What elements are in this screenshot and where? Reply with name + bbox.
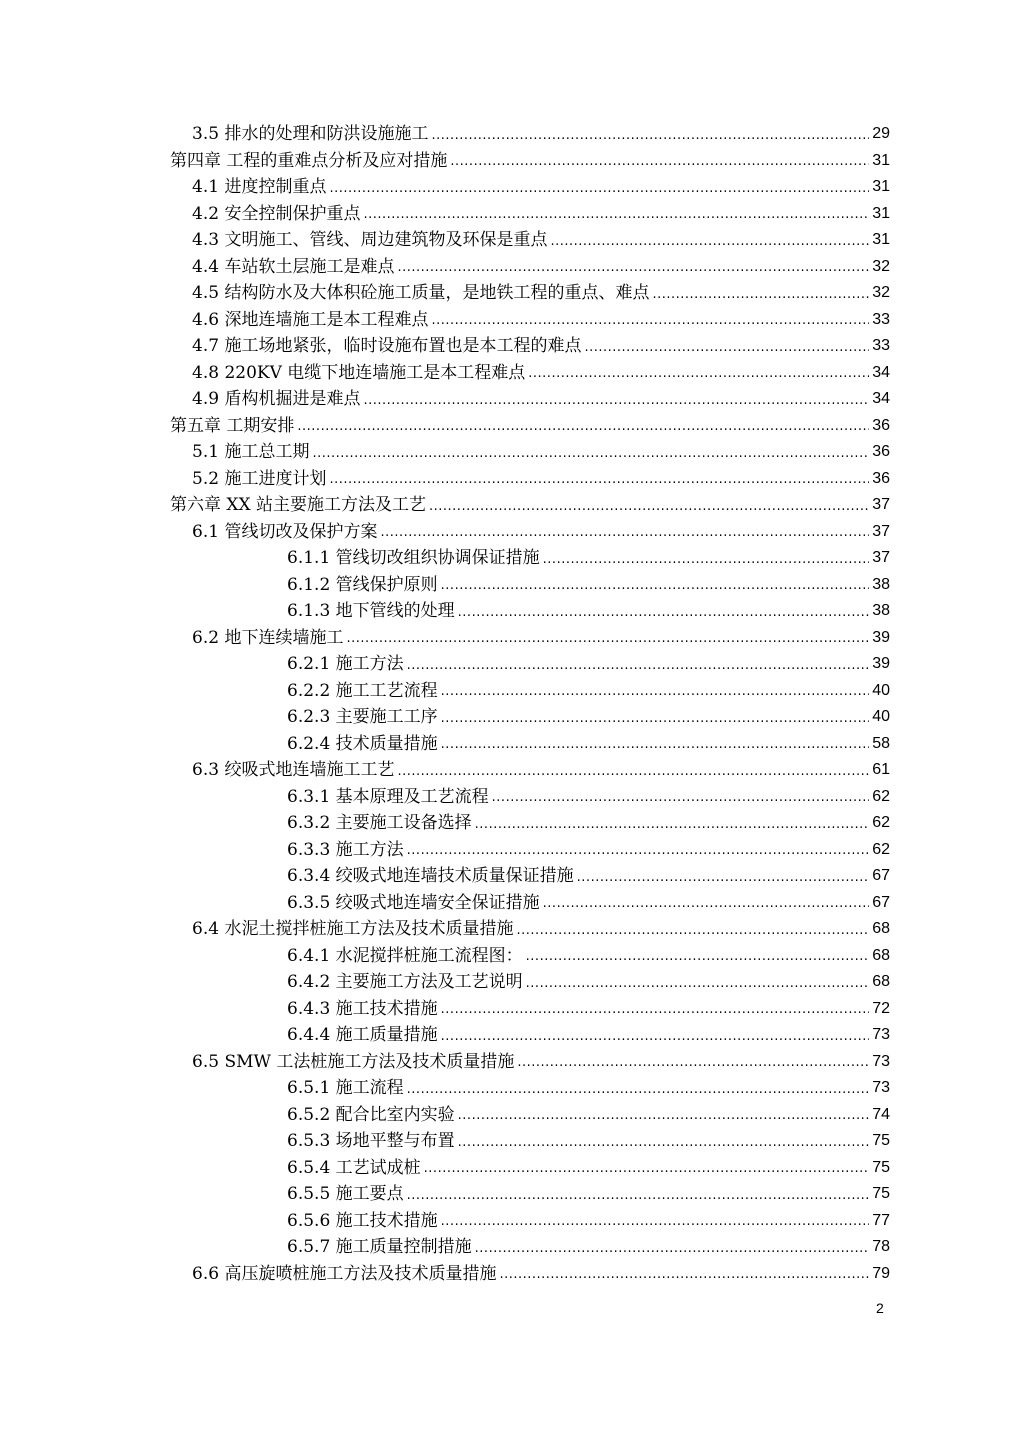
toc-entry-page: 68 <box>872 920 890 937</box>
toc-entry-title: 4.9 盾构机掘进是难点 <box>192 389 361 409</box>
toc-entry[interactable] <box>170 386 890 413</box>
toc-dot-leader <box>441 1212 870 1234</box>
toc-dot-leader <box>441 682 870 704</box>
toc-entry-page: 34 <box>872 390 890 407</box>
toc-entry-page: 39 <box>872 655 890 672</box>
toc-dot-leader <box>380 523 869 545</box>
toc-entry-page: 34 <box>872 363 890 381</box>
toc-entry[interactable] <box>170 1155 890 1182</box>
toc-entry-page: 32 <box>872 284 890 301</box>
toc-entry[interactable] <box>170 704 890 731</box>
toc-entry-title: 4.4 车站软土层施工是难点 <box>192 256 395 277</box>
toc-entry-page: 37 <box>872 522 890 540</box>
toc-dot-leader <box>475 815 870 837</box>
toc-entry-title: 6.3.4 绞吸式地连墙技术质量保证措施 <box>287 866 574 886</box>
toc-entry[interactable] <box>170 969 890 996</box>
toc-entry[interactable] <box>170 413 890 440</box>
toc-entry[interactable] <box>170 333 890 360</box>
toc-dot-leader <box>526 947 870 969</box>
toc-entry-page: 68 <box>872 973 890 990</box>
table-of-contents <box>170 121 890 1287</box>
toc-dot-leader <box>441 735 870 757</box>
toc-entry[interactable] <box>170 731 890 758</box>
toc-dot-leader <box>297 417 869 439</box>
toc-entry[interactable] <box>170 678 890 705</box>
toc-entry-page: 29 <box>872 125 890 142</box>
toc-dot-leader <box>407 1186 870 1208</box>
toc-entry[interactable] <box>170 360 890 387</box>
toc-dot-leader <box>458 1106 870 1128</box>
toc-entry[interactable] <box>170 519 890 546</box>
toc-entry-page: 58 <box>872 734 890 752</box>
toc-entry-page: 37 <box>872 549 890 566</box>
toc-entry[interactable] <box>170 466 890 493</box>
toc-entry-page: 40 <box>872 708 890 725</box>
toc-dot-leader <box>431 126 869 148</box>
toc-entry[interactable] <box>170 227 890 254</box>
toc-entry[interactable] <box>170 625 890 652</box>
page-number: 2 <box>876 1300 884 1316</box>
toc-entry-page: 37 <box>872 496 890 513</box>
toc-entry-title: 6.1.2 管线保护原则 <box>287 574 438 595</box>
toc-dot-leader <box>407 841 870 863</box>
toc-entry-title: 6.5.4 工艺试成桩 <box>287 1157 421 1178</box>
toc-entry[interactable] <box>170 307 890 334</box>
toc-entry[interactable] <box>170 784 890 811</box>
toc-entry-title: 第四章 工程的重难点分析及应对措施 <box>170 150 448 171</box>
toc-entry-title: 6.2.2 施工工艺流程 <box>287 680 438 701</box>
toc-entry[interactable] <box>170 651 890 678</box>
toc-entry[interactable] <box>170 996 890 1023</box>
toc-entry-title: 6.3.3 施工方法 <box>287 839 404 860</box>
toc-entry[interactable] <box>170 1049 890 1076</box>
toc-entry[interactable] <box>170 280 890 307</box>
toc-entry-title: 5.1 施工总工期 <box>192 442 310 462</box>
toc-dot-leader <box>550 232 869 254</box>
toc-entry-title: 4.7 施工场地紧张，临时设施布置也是本工程的难点 <box>192 336 582 356</box>
toc-dot-leader <box>431 311 869 333</box>
toc-entry-title: 6.2.3 主要施工工序 <box>287 707 438 727</box>
toc-entry[interactable] <box>170 572 890 599</box>
toc-entry[interactable] <box>170 545 890 572</box>
toc-entry-title: 6.5.3 场地平整与布置 <box>287 1131 455 1151</box>
toc-entry-title: 6.4.4 施工质量措施 <box>287 1025 438 1045</box>
toc-entry-title: 6.5.6 施工技术措施 <box>287 1210 438 1231</box>
toc-entry-title: 5.2 施工进度计划 <box>192 468 327 489</box>
toc-entry-title: 6.3.5 绞吸式地连墙安全保证措施 <box>287 892 540 913</box>
toc-dot-leader <box>652 285 869 307</box>
toc-dot-leader <box>458 603 870 625</box>
toc-dot-leader <box>492 788 870 810</box>
toc-entry-title: 6.4.3 施工技术措施 <box>287 998 438 1019</box>
toc-dot-leader <box>577 868 870 890</box>
toc-dot-leader <box>429 497 869 519</box>
toc-entry[interactable] <box>170 174 890 201</box>
toc-entry[interactable] <box>170 1022 890 1049</box>
toc-entry-page: 31 <box>872 204 890 222</box>
toc-entry-title: 6.6 高压旋喷桩施工方法及技术质量措施 <box>192 1263 497 1284</box>
toc-dot-leader <box>424 1159 870 1181</box>
toc-entry-title: 4.1 进度控制重点 <box>192 177 327 197</box>
toc-entry-page: 36 <box>872 443 890 460</box>
toc-entry[interactable] <box>170 1102 890 1129</box>
toc-entry[interactable] <box>170 916 890 943</box>
toc-entry-page: 31 <box>872 151 890 169</box>
toc-dot-leader <box>329 179 869 201</box>
toc-entry-title: 4.5 结构防水及大体积砼施工质量，是地铁工程的重点、难点 <box>192 283 650 303</box>
toc-entry[interactable] <box>170 863 890 890</box>
toc-entry[interactable] <box>170 1181 890 1208</box>
toc-dot-leader <box>543 894 870 916</box>
toc-dot-leader <box>346 629 869 651</box>
toc-dot-leader <box>329 470 869 492</box>
toc-dot-leader <box>543 550 870 572</box>
toc-dot-leader <box>584 338 869 360</box>
toc-entry-title: 6.2 地下连续墙施工 <box>192 627 344 648</box>
toc-entry-title: 6.4 水泥土搅拌桩施工方法及技术质量措施 <box>192 919 514 939</box>
toc-dot-leader <box>441 576 870 598</box>
toc-entry-page: 62 <box>872 840 890 858</box>
toc-entry-page: 40 <box>872 681 890 699</box>
toc-entry-page: 62 <box>872 787 890 805</box>
toc-entry-page: 75 <box>872 1132 890 1149</box>
toc-entry[interactable] <box>170 201 890 228</box>
toc-dot-leader <box>441 1000 870 1022</box>
toc-dot-leader <box>312 444 869 466</box>
toc-entry-title: 4.6 深地连墙施工是本工程难点 <box>192 309 429 330</box>
toc-entry-title: 4.3 文明施工、管线、周边建筑物及环保是重点 <box>192 230 548 250</box>
toc-dot-leader <box>499 1265 869 1287</box>
toc-dot-leader <box>517 1053 869 1075</box>
toc-dot-leader <box>450 152 869 174</box>
toc-dot-leader <box>458 1133 870 1155</box>
toc-entry-title: 6.1.3 地下管线的处理 <box>287 601 455 621</box>
toc-entry-page: 78 <box>872 1238 890 1255</box>
toc-entry[interactable] <box>170 1208 890 1235</box>
toc-entry[interactable] <box>170 254 890 281</box>
toc-entry[interactable] <box>170 943 890 970</box>
toc-dot-leader <box>441 1027 870 1049</box>
toc-entry[interactable] <box>170 1075 890 1102</box>
toc-entry[interactable] <box>170 1261 890 1288</box>
toc-dot-leader <box>363 205 869 227</box>
toc-entry[interactable] <box>170 492 890 519</box>
toc-entry-title: 6.1 管线切改及保护方案 <box>192 521 378 542</box>
toc-entry-title: 6.1.1 管线切改组织协调保证措施 <box>287 548 540 568</box>
toc-entry-title: 6.3.2 主要施工设备选择 <box>287 813 472 833</box>
toc-entry-page: 77 <box>872 1211 890 1229</box>
toc-entry[interactable] <box>170 121 890 148</box>
toc-entry-title: 6.4.2 主要施工方法及工艺说明 <box>287 972 523 992</box>
toc-entry-page: 73 <box>872 1026 890 1043</box>
toc-entry-title: 第六章 XX 站主要施工方法及工艺 <box>170 495 427 515</box>
toc-entry-page: 75 <box>872 1158 890 1176</box>
toc-entry-title: 6.2.1 施工方法 <box>287 654 404 674</box>
toc-entry[interactable] <box>170 598 890 625</box>
toc-entry-title: 6.3.1 基本原理及工艺流程 <box>287 786 489 807</box>
toc-entry-title: 4.2 安全控制保护重点 <box>192 203 361 224</box>
toc-entry-page: 31 <box>872 231 890 248</box>
toc-entry-page: 61 <box>872 761 890 778</box>
toc-entry[interactable] <box>170 148 890 175</box>
toc-dot-leader <box>397 762 869 784</box>
toc-entry-page: 74 <box>872 1105 890 1123</box>
toc-entry-page: 32 <box>872 257 890 275</box>
toc-entry[interactable] <box>170 757 890 784</box>
toc-entry-page: 75 <box>872 1185 890 1202</box>
toc-entry-title: 6.5.5 施工要点 <box>287 1184 404 1204</box>
toc-entry-title: 6.5.2 配合比室内实验 <box>287 1104 455 1125</box>
toc-entry-title: 6.5.7 施工质量控制措施 <box>287 1237 472 1257</box>
toc-entry-page: 38 <box>872 575 890 593</box>
toc-dot-leader <box>528 364 869 386</box>
toc-entry-page: 67 <box>872 867 890 884</box>
toc-entry-page: 62 <box>872 814 890 831</box>
toc-entry-page: 72 <box>872 999 890 1017</box>
toc-entry[interactable] <box>170 890 890 917</box>
toc-entry-title: 6.2.4 技术质量措施 <box>287 733 438 754</box>
toc-entry-title: 6.3 绞吸式地连墙施工工艺 <box>192 760 395 780</box>
toc-dot-leader <box>475 1239 870 1261</box>
toc-entry-title: 6.4.1 水泥搅拌桩施工流程图： <box>287 945 523 966</box>
toc-entry-page: 36 <box>872 416 890 434</box>
toc-entry-title: 6.5.1 施工流程 <box>287 1078 404 1098</box>
toc-entry-title: 第五章 工期安排 <box>170 415 295 436</box>
toc-entry[interactable] <box>170 1128 890 1155</box>
toc-entry-page: 79 <box>872 1264 890 1282</box>
toc-entry-title: 3.5 排水的处理和防洪设施施工 <box>192 124 429 144</box>
toc-entry-title: 4.8 220KV 电缆下地连墙施工是本工程难点 <box>192 362 526 383</box>
toc-entry[interactable] <box>170 439 890 466</box>
toc-entry-page: 33 <box>872 337 890 354</box>
toc-dot-leader <box>516 921 869 943</box>
toc-dot-leader <box>526 974 870 996</box>
toc-dot-leader <box>407 1080 870 1102</box>
toc-dot-leader <box>363 391 869 413</box>
toc-dot-leader <box>397 258 869 280</box>
toc-entry-page: 39 <box>872 628 890 646</box>
toc-entry[interactable] <box>170 1234 890 1261</box>
toc-entry-page: 73 <box>872 1052 890 1070</box>
toc-dot-leader <box>407 656 870 678</box>
toc-entry-page: 68 <box>872 946 890 964</box>
toc-entry-page: 36 <box>872 469 890 487</box>
toc-dot-leader <box>441 709 870 731</box>
toc-entry-title: 6.5 SMW 工法桩施工方法及技术质量措施 <box>192 1051 515 1072</box>
toc-entry-page: 67 <box>872 893 890 911</box>
toc-entry-page: 73 <box>872 1079 890 1096</box>
toc-entry-page: 31 <box>872 178 890 195</box>
toc-entry[interactable] <box>170 810 890 837</box>
toc-entry[interactable] <box>170 837 890 864</box>
toc-entry-page: 33 <box>872 310 890 328</box>
toc-entry-page: 38 <box>872 602 890 619</box>
